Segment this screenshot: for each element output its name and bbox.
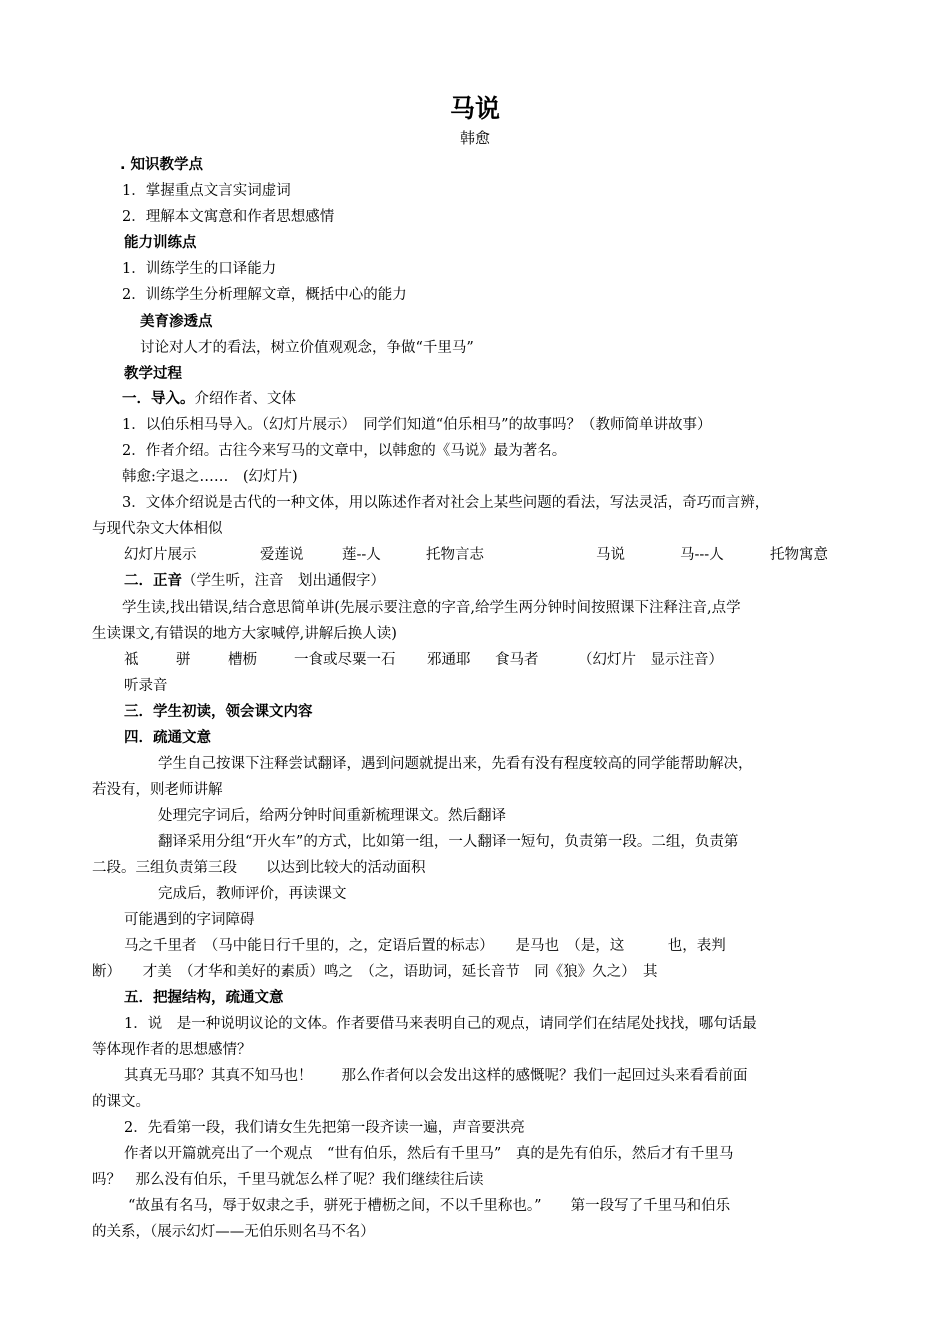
slide-row-item: 爱莲说 [260, 547, 304, 563]
author-name: 韩愈 [459, 129, 490, 147]
section-4-heading: 四．疏通文意 [124, 730, 211, 746]
knowledge-item-1: 1．掌握重点文言实词虚词 [122, 183, 291, 199]
section-1-title: 一．导入。 [122, 391, 195, 407]
knowledge-heading: . 知识教学点 [120, 157, 204, 173]
section-5-paragraph-5a: “故虽有名马，辱于奴隶之手，骈死于槽枥之间，不以千里称也。” 第一段写了千里马和伯乐 [128, 1198, 731, 1214]
section-5-heading: 五．把握结构，疏通文意 [124, 990, 284, 1006]
pronunciation-item: 槽枥 [228, 652, 257, 668]
aesthetic-heading: 美育渗透点 [140, 314, 213, 330]
ability-heading: 能力训练点 [124, 235, 197, 251]
section-4-paragraph-2: 处理完字词后，给两分钟时间重新梳理课文。然后翻译 [158, 808, 506, 824]
section-1-subtitle: 介绍作者、文体 [194, 391, 296, 407]
slide-row-item: 马---人 [680, 547, 724, 563]
ability-item-1: 1．训练学生的口译能力 [122, 261, 277, 277]
section-4-paragraph-1a: 学生自己按课下注释尝试翻译，遇到问题就提出来，先看有没有程度较高的同学能帮助解决， [158, 756, 753, 772]
slide-row-item: 托物言志 [426, 547, 484, 563]
section-4-paragraph-6a: 马之千里者 （马中能日行千里的，之，定语后置的标志） 是马也 （是，这 也，表判 [124, 938, 726, 954]
page-title: 马说 [449, 94, 500, 123]
slide-row-item: 幻灯片展示 [124, 547, 197, 563]
section-4-paragraph-1b: 若没有，则老师讲解 [92, 782, 223, 798]
section-1-paragraph-3: 韩愈:字退之…… (幻灯片) [122, 469, 298, 485]
slide-row-item: 莲--人 [342, 547, 381, 563]
slide-row-item: 马说 [596, 547, 625, 563]
pronunciation-item: 祗 [124, 652, 139, 668]
section-1-paragraph-4b: 与现代杂文大体相似 [92, 521, 223, 537]
section-2-heading [124, 568, 904, 594]
section-5-paragraph-3: 2．先看第一段，我们请女生先把第一段齐读一遍，声音要洪亮 [124, 1120, 525, 1136]
section-5-paragraph-2a: 其真无马耶？其真不知马也！ 那么作者何以会发出这样的感慨呢？我们一起回过头来看看前面 [124, 1068, 748, 1084]
pronunciation-item: （幻灯片 显示注音） [578, 652, 723, 668]
section-3-heading: 三．学生初读，领会课文内容 [124, 704, 313, 720]
section-2-paragraph-1b: 生读课文,有错误的地方大家喊停,讲解后换人读) [92, 626, 397, 642]
slide-row-item: 托物寓意 [770, 547, 828, 563]
ability-item-2: 2．训练学生分析理解文章，概括中心的能力 [122, 287, 407, 303]
section-1-paragraph-2: 2．作者介绍。古往今来写马的文章中，以韩愈的《马说》最为著名。 [122, 443, 567, 459]
section-5-paragraph-4b: 吗？ 那么没有伯乐，千里马就怎么样了呢？我们继续往后读 [92, 1172, 484, 1188]
section-2-paragraph-1a: 学生读,找出错误,结合意思简单讲(先展示要注意的字音,给学生两分钟时间按照课下注释注音,点学 [122, 600, 741, 616]
knowledge-item-2: 2．理解本文寓意和作者思想感情 [122, 209, 335, 225]
pronunciation-item: 邪通耶 [427, 652, 471, 668]
pronunciation-item: 食马者 [495, 652, 539, 668]
section-4-paragraph-5: 可能遇到的字词障碍 [124, 912, 255, 928]
section-4-paragraph-3b: 二段。三组负责第三段 以达到比较大的活动面积 [92, 860, 426, 876]
section-5-paragraph-5b: 的关系，（展示幻灯——无伯乐则名马不名） [92, 1224, 375, 1240]
section-5-paragraph-4a: 作者以开篇就亮出了一个观点 “世有伯乐，然后有千里马” 真的是先有伯乐，然后才有千里马 [124, 1146, 734, 1162]
pronunciation-item: 骈 [176, 652, 191, 668]
section-5-paragraph-2b: 的课文。 [92, 1094, 150, 1110]
section-1-paragraph-1: 1．以伯乐相马导入。（幻灯片展示） 同学们知道“伯乐相马”的故事吗？（教师简单讲故事） [122, 417, 712, 433]
section-2-title: 二．正音 [124, 573, 182, 589]
section-4-paragraph-6b: 断） 才美 （才华和美好的素质）鸣之 （之，语助词，延长音节 同《狼》久之） 其 [92, 964, 658, 980]
section-1-paragraph-4a: 3．文体介绍说是古代的一种文体，用以陈述作者对社会上某些问题的看法，写法灵活，奇巧而言辨， [122, 495, 770, 511]
section-4-paragraph-3a: 翻译采用分组“开火车”的方式，比如第一组，一人翻译一短句，负责第一段。二组，负责第 [158, 834, 739, 850]
section-4-paragraph-4: 完成后，教师评价，再读课文 [158, 886, 347, 902]
section-2-paragraph-2: 听录音 [124, 678, 168, 694]
section-1-heading [122, 386, 902, 412]
section-5-paragraph-1b: 等体现作者的思想感情？ [92, 1042, 252, 1058]
aesthetic-text: 讨论对人才的看法，树立价值观观念，争做“千里马” [140, 340, 474, 356]
pronunciation-item: 一食或尽粟一石 [294, 652, 396, 668]
process-heading: 教学过程 [124, 366, 182, 382]
section-2-subtitle: （学生听，注音 划出通假字） [182, 573, 385, 589]
section-5-paragraph-1a: 1．说 是一种说明议论的文体。作者要借马来表明自己的观点，请同学们在结尾处找找，哪句话最 [124, 1016, 757, 1032]
